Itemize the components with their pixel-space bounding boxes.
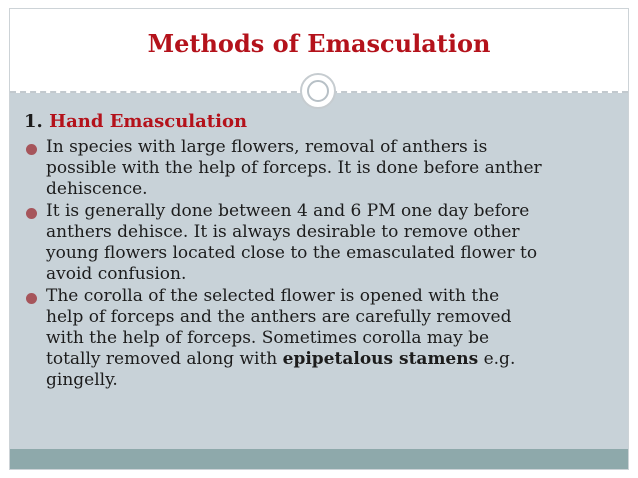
- content-panel: [10, 93, 628, 449]
- bullet-dot-icon: [26, 208, 37, 219]
- bullet-text: In species with large flowers, removal of anthers is possible with the help of forceps. It is done before anther dehiscence.: [46, 137, 542, 199]
- bullet-dot-icon: [26, 293, 37, 304]
- inner-ring-icon: [307, 80, 329, 102]
- subheading-label: Hand Emasculation: [49, 111, 248, 132]
- bullet-item: [24, 286, 609, 391]
- subheading: [24, 111, 247, 132]
- slide-frame: [9, 8, 629, 470]
- bullet-text: [46, 286, 609, 391]
- bullet-dot-icon: [26, 144, 37, 155]
- bullet-text-part: The corolla of the selected flower is opened with the help of forceps and the anthers are carefully removed with the help of forceps. Sometimes corolla may be totally removed along with: [46, 286, 512, 369]
- bullet-list: [24, 137, 609, 392]
- slide-title: Methods of Emasculation: [147, 29, 491, 58]
- bullet-item: [24, 201, 609, 285]
- bullet-bold-term: epipetalous stamens: [282, 349, 479, 369]
- subheading-number: 1.: [24, 111, 43, 132]
- circle-ornament-icon: [300, 73, 336, 109]
- footer-band: [10, 449, 628, 470]
- bullet-item: [24, 137, 609, 200]
- bullet-text-part: e.g. gingelly.: [46, 349, 516, 390]
- bullet-text: It is generally done between 4 and 6 PM one day before anthers dehisce. It is always desirable to remove other young flowers located close to the emasculated flower to avoid confusion.: [46, 201, 538, 284]
